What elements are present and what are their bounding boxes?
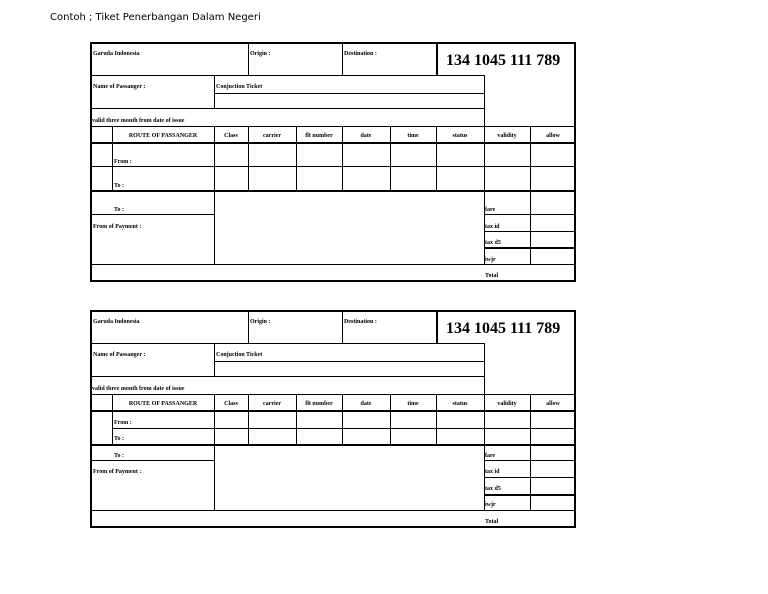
col-date: date (360, 401, 372, 407)
fee-iwjr: iwjr (485, 502, 496, 508)
col-class: Class (224, 133, 238, 139)
route-from: From : (114, 420, 132, 426)
conjunction-label: Conjuction Ticket (216, 84, 263, 90)
col-status: status (452, 133, 468, 139)
origin-label: Origin : (250, 51, 271, 57)
origin-label: Origin : (250, 319, 271, 325)
route-to: To : (114, 453, 124, 459)
passenger-label: Name of Passanger : (93, 352, 146, 358)
col-status: status (452, 401, 468, 407)
fee-iwjr: iwjr (485, 257, 496, 263)
col-route: ROUTE OF PASSANGER (128, 401, 198, 407)
col-route: ROUTE OF PASSANGER (128, 133, 198, 139)
passenger-label: Name of Passanger : (93, 84, 146, 90)
col-allow: allow (546, 401, 560, 407)
col-time: time (407, 401, 419, 407)
fee-tax-d5: tax d5 (485, 240, 501, 246)
validity-note: valid three month from date of issue (92, 386, 185, 392)
fee-tax-id: tax id (485, 469, 500, 475)
col-allow: allow (546, 133, 560, 139)
document-title: Contoh ; Tiket Penerbangan Dalam Negeri (50, 12, 261, 23)
ticket-form-1 (90, 42, 576, 282)
route-to: To : (114, 207, 124, 213)
airline-name: Garuda Indonesia (93, 319, 140, 325)
col-time: time (407, 133, 419, 139)
col-carrier: carrier (263, 133, 281, 139)
fee-tax-id: tax id (485, 224, 500, 230)
airline-name: Garuda Indonesia (93, 51, 140, 57)
conjunction-label: Conjuction Ticket (216, 352, 263, 358)
col-class: Class (224, 401, 238, 407)
col-flt-number: flt number (305, 401, 333, 407)
payment-label: From of Payment : (93, 224, 142, 230)
col-validity: validity (497, 401, 517, 407)
fee-fare: fare (485, 207, 496, 213)
validity-note: valid three month from date of issue (92, 118, 185, 124)
destination-label: Destination : (344, 319, 377, 325)
route-to: To : (114, 183, 124, 189)
payment-label: From of Payment : (93, 469, 142, 475)
col-validity: validity (497, 133, 517, 139)
fee-tax-d5: tax d5 (485, 486, 501, 492)
ticket-number: 134 1045 111 789 (446, 52, 561, 69)
col-carrier: carrier (263, 401, 281, 407)
route-from: From : (114, 159, 132, 165)
ticket-form-2 (90, 310, 576, 528)
destination-label: Destination : (344, 51, 377, 57)
fee-fare: fare (485, 453, 496, 459)
col-flt-number: flt number (305, 133, 333, 139)
fee-total: Total (485, 273, 499, 279)
fee-total: Total (485, 519, 499, 525)
col-date: date (360, 133, 372, 139)
route-to: To : (114, 436, 124, 442)
ticket-number: 134 1045 111 789 (446, 320, 561, 337)
